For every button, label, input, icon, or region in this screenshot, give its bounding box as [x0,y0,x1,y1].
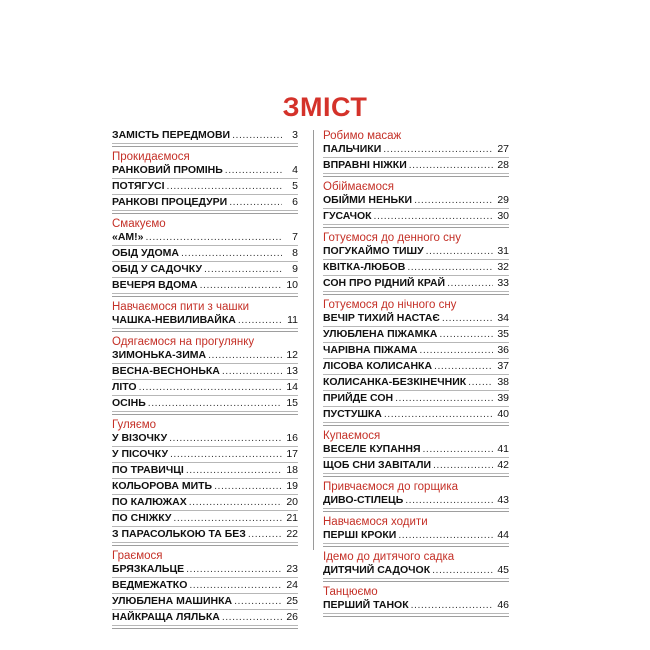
dot-leader [170,448,282,462]
toc-page-number: 23 [286,563,298,575]
toc-page-number: 13 [286,365,298,377]
toc-entry-title: ПУСТУШКА [323,408,382,420]
toc-entry-title: «АМ!» [112,231,144,243]
toc-page-number: 27 [497,143,509,155]
toc-page-number: 19 [286,480,298,492]
toc-page-number: 39 [497,392,509,404]
dot-leader [189,579,282,593]
toc-page-number: 29 [497,194,509,206]
toc-page-number: 3 [292,129,298,141]
toc-entry-title: ЗИМОНЬКА-ЗИМА [112,349,207,361]
toc-page-number: 16 [286,432,298,444]
toc-page-number: 20 [286,496,298,508]
dot-leader [447,277,493,291]
toc-entry[interactable] [112,180,298,195]
section-rule [112,331,298,332]
toc-section-heading: Прокидаємося [112,151,190,163]
toc-page-number: 5 [292,180,298,192]
toc-entry-title: У ВІЗОЧКУ [112,432,168,444]
toc-entry-title: ОБІД УДОМА [112,247,180,259]
toc-entry[interactable] [323,277,509,292]
dot-leader [186,464,282,478]
dot-leader [139,381,282,395]
section-rule [112,628,298,629]
section-rule [323,227,509,228]
toc-page-number: 46 [497,599,509,611]
toc-section-heading: Купаємося [323,430,381,442]
toc-page-number: 4 [292,164,298,176]
toc-entry[interactable] [323,376,509,391]
toc-entry-title: ДИВО-СТІЛЕЦЬ [323,494,404,506]
dot-leader [148,397,282,411]
section-rule [112,414,298,415]
dot-leader [439,328,493,342]
section-rule [323,294,509,295]
toc-entry-title: ОСІНЬ [112,397,146,409]
toc-entry[interactable] [112,349,298,364]
toc-page-number: 10 [286,279,298,291]
toc-entry-title: КОЛИСАНКА-БЕЗКІНЕЧНИК [323,376,467,388]
toc-entry-title: ЧАРІВНА ПІЖАМА [323,344,418,356]
toc-entry-title: РАНКОВИЙ ПРОМІНЬ [112,164,223,176]
toc-entry[interactable] [112,397,298,412]
toc-page-number: 9 [292,263,298,275]
toc-entry-title: У ПІСОЧКУ [112,448,168,460]
toc-entry-title: ОБІЙМИ НЕНЬКИ [323,194,413,206]
dot-leader [423,443,493,457]
toc-page-number: 24 [286,579,298,591]
toc-entry-title: ПАЛЬЧИКИ [323,143,382,155]
toc-page-number: 44 [497,529,509,541]
toc-page-number: 38 [497,376,509,388]
toc-entry[interactable] [323,443,509,458]
toc-entry[interactable] [112,595,298,610]
toc-entry-title: ВЕДМЕЖАТКО [112,579,188,591]
toc-page-number: 43 [497,494,509,506]
toc-page-number: 40 [497,408,509,420]
dot-leader [214,480,282,494]
dot-leader [232,129,282,143]
dot-leader [248,528,282,542]
toc-entry[interactable] [323,564,509,579]
toc-page-number: 6 [292,196,298,208]
section-rule [112,545,298,546]
dot-leader [468,376,493,390]
dot-leader [405,494,493,508]
toc-section-heading: Танцюємо [323,586,378,598]
toc-entry[interactable] [323,408,509,423]
toc-page-number: 17 [286,448,298,460]
toc-page-number: 42 [497,459,509,471]
toc-entry[interactable] [323,360,509,375]
toc-page-number: 45 [497,564,509,576]
toc-entry[interactable] [112,611,298,626]
toc-entry[interactable] [323,143,509,158]
column-divider [313,130,314,550]
toc-entry-title: ПЕРШИЙ ТАНОК [323,599,409,611]
toc-page-number: 8 [292,247,298,259]
toc-entry-title: УЛЮБЛЕНА ПІЖАМКА [323,328,438,340]
toc-entry[interactable] [323,245,509,260]
toc-entry[interactable] [323,159,509,174]
toc-entry-title: ДИТЯЧИЙ САДОЧОК [323,564,431,576]
section-rule [323,425,509,426]
toc-entry-title: ЗАМІСТЬ ПЕРЕДМОВИ [112,129,231,141]
toc-title: ЗМІСТ [282,92,368,122]
dot-leader [167,180,282,194]
dot-leader [407,261,493,275]
toc-entry-title: ЧАШКА-НЕВИЛИВАЙКА [112,314,236,326]
dot-leader [433,459,493,473]
toc-entry[interactable] [112,480,298,495]
toc-page-number: 41 [497,443,509,455]
section-rule [112,213,298,214]
toc-entry-title: ГУСАЧОК [323,210,372,222]
toc-entry[interactable] [323,529,509,544]
toc-entry-title: ЛІТО [112,381,137,393]
toc-entry[interactable] [112,448,298,463]
dot-leader [426,245,493,259]
dot-leader [414,194,493,208]
toc-page-number: 25 [286,595,298,607]
section-rule [323,176,509,177]
toc-section-heading: Смакуємо [112,218,166,230]
toc-page-number: 28 [497,159,509,171]
toc-page-number: 34 [497,312,509,324]
toc-entry[interactable] [112,579,298,594]
toc-section-heading: Гуляємо [112,419,157,431]
toc-entry[interactable] [323,210,509,225]
section-rule [112,296,298,297]
section-rule [112,146,298,147]
dot-leader [395,392,493,406]
dot-leader [169,432,282,446]
toc-page-number: 33 [497,277,509,289]
toc-entry[interactable] [112,496,298,511]
toc-page-number: 37 [497,360,509,372]
toc-page-number: 21 [286,512,298,524]
toc-entry-title: БРЯЗКАЛЬЦЕ [112,563,185,575]
dot-leader [432,564,493,578]
toc-entry-title: ВПРАВНІ НІЖКИ [323,159,407,171]
dot-leader [208,349,282,363]
toc-section-heading: Навчаємося ходити [323,516,428,528]
toc-page-number: 32 [497,261,509,273]
dot-leader [442,312,493,326]
dot-leader [398,529,493,543]
dot-leader [222,611,282,625]
dot-leader [189,496,282,510]
dot-leader [384,408,493,422]
toc-entry[interactable] [112,563,298,578]
toc-entry-title: ЛІСОВА КОЛИСАНКА [323,360,433,372]
dot-leader [173,512,282,526]
toc-section-heading: Привчаємося до горщика [323,481,459,493]
dot-leader [383,143,493,157]
dot-leader [409,159,493,173]
toc-entry[interactable] [323,328,509,343]
toc-page-number: 14 [286,381,298,393]
toc-page-number: 30 [497,210,509,222]
toc-page-number: 12 [286,349,298,361]
toc-entry-title: ВЕЧІР ТИХИЙ НАСТАЄ [323,312,440,324]
toc-page-number: 11 [287,314,298,326]
toc-entry-title: СОН ПРО РІДНИЙ КРАЙ [323,277,446,289]
dot-leader [411,599,493,613]
section-rule [323,546,509,547]
section-rule [323,616,509,617]
toc-entry-title: ПО ТРАВИЧЦІ [112,464,184,476]
toc-entry[interactable] [112,129,298,144]
toc-entry[interactable] [323,344,509,359]
dot-leader [146,231,282,245]
dot-leader [204,263,282,277]
toc-entry[interactable] [112,263,298,278]
toc-entry[interactable] [112,279,298,294]
dot-leader [234,595,282,609]
toc-section-heading: Ідемо до дитячого садка [323,551,455,563]
toc-section-heading: Готуємося до нічного сну [323,299,457,311]
toc-page-number: 35 [497,328,509,340]
toc-section-heading: Робимо масаж [323,130,402,142]
toc-section-heading: Одягаємося на прогулянку [112,336,255,348]
toc-entry[interactable] [112,196,298,211]
toc-entry[interactable] [323,261,509,276]
toc-entry-title: КОЛЬОРОВА МИТЬ [112,480,213,492]
toc-entry-title: ПОТЯГУСІ [112,180,165,192]
toc-right-column [323,126,509,618]
section-rule [323,476,509,477]
toc-entry-title: НАЙКРАЩА ЛЯЛЬКА [112,611,220,623]
dot-leader [222,365,282,379]
toc-entry[interactable] [323,494,509,509]
toc-entry-title: ВЕСЕЛЕ КУПАННЯ [323,443,421,455]
toc-entry[interactable] [112,231,298,246]
section-rule [323,511,509,512]
dot-leader [200,279,282,293]
toc-entry[interactable] [112,164,298,179]
toc-entry-title: ВЕСНА-ВЕСНОНЬКА [112,365,220,377]
toc-entry-title: РАНКОВІ ПРОЦЕДУРИ [112,196,228,208]
toc-page-number: 31 [497,245,509,257]
dot-leader [186,563,282,577]
toc-entry-title: ПОГУКАЙМО ТИШУ [323,245,424,257]
toc-entry-title: ПО КАЛЮЖАХ [112,496,187,508]
toc-entry-title: З ПАРАСОЛЬКОЮ ТА БЕЗ [112,528,246,540]
toc-entry[interactable] [112,512,298,527]
toc-left-column [112,126,298,630]
toc-entry[interactable] [112,381,298,396]
dot-leader [181,247,282,261]
toc-entry-title: УЛЮБЛЕНА МАШИНКА [112,595,233,607]
toc-page-number: 36 [497,344,509,356]
toc-page-number: 7 [292,231,298,243]
toc-entry[interactable] [323,599,509,614]
toc-entry-title: ЩОБ СНИ ЗАВІТАЛИ [323,459,431,471]
toc-entry[interactable] [323,392,509,407]
toc-page-number: 22 [286,528,298,540]
dot-leader [419,344,493,358]
toc-entry[interactable] [112,464,298,479]
toc-page-number: 18 [286,464,298,476]
toc-entry[interactable] [112,314,298,329]
dot-leader [225,164,282,178]
toc-entry[interactable] [112,528,298,543]
toc-entry[interactable] [323,194,509,209]
toc-section-heading: Навчаємося пити з чашки [112,301,250,313]
toc-entry-title: ОБІД У САДОЧКУ [112,263,202,275]
dot-leader [229,196,282,210]
toc-section-heading: Граємося [112,550,163,562]
toc-section-heading: Обіймаємося [323,181,394,193]
toc-page-number: 15 [286,397,298,409]
toc-entry-title: ВЕЧЕРЯ ВДОМА [112,279,198,291]
toc-page-number: 26 [286,611,298,623]
dot-leader [238,314,282,328]
toc-entry-title: ПО СНІЖКУ [112,512,172,524]
toc-entry-title: ПЕРШІ КРОКИ [323,529,397,541]
toc-entry-title: ПРИЙДЕ СОН [323,392,394,404]
toc-section-heading: Готуємося до денного сну [323,232,461,244]
dot-leader [374,210,493,224]
section-rule [323,581,509,582]
toc-entry[interactable] [112,432,298,447]
toc-entry[interactable] [112,247,298,262]
toc-entry-title: КВІТКА-ЛЮБОВ [323,261,406,273]
dot-leader [434,360,493,374]
toc-entry[interactable] [323,459,509,474]
toc-entry[interactable] [323,312,509,327]
toc-entry[interactable] [112,365,298,380]
